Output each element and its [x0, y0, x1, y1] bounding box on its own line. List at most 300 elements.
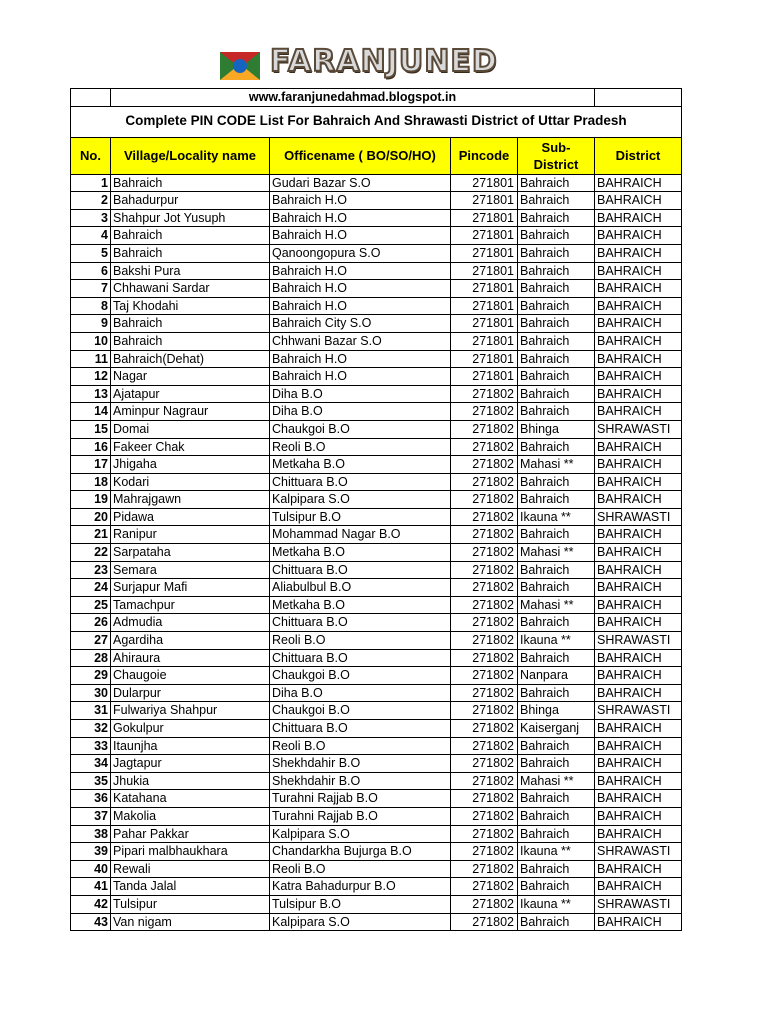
- office-name-cell: Katra Bahadurpur B.O: [270, 878, 451, 896]
- table-row: [71, 684, 682, 702]
- village-name-cell: Tulsipur: [111, 895, 270, 913]
- pincode-cell: 271802: [451, 614, 518, 632]
- pincode-cell: 271802: [451, 878, 518, 896]
- row-number-cell: 23: [71, 561, 111, 579]
- office-name-cell: Chaukgoi B.O: [270, 667, 451, 685]
- pincode-cell: 271802: [451, 649, 518, 667]
- row-number-cell: 1: [71, 174, 111, 192]
- district-cell: BAHRAICH: [595, 473, 682, 491]
- col-header-district: District: [595, 137, 682, 174]
- pincode-cell: 271802: [451, 720, 518, 738]
- district-cell: BAHRAICH: [595, 491, 682, 509]
- district-cell: BAHRAICH: [595, 192, 682, 210]
- office-name-cell: Gudari Bazar S.O: [270, 174, 451, 192]
- village-name-cell: Fulwariya Shahpur: [111, 702, 270, 720]
- sub-district-cell: Bhinga: [518, 420, 595, 438]
- office-name-cell: Bahraich H.O: [270, 280, 451, 298]
- pincode-cell: 271802: [451, 667, 518, 685]
- table-row: [71, 227, 682, 245]
- sub-district-cell: Bahraich: [518, 491, 595, 509]
- sub-district-cell: Bahraich: [518, 227, 595, 245]
- pincode-cell: 271802: [451, 544, 518, 562]
- row-number-cell: 24: [71, 579, 111, 597]
- table-row: [71, 614, 682, 632]
- pincode-cell: 271801: [451, 262, 518, 280]
- office-name-cell: Bahraich H.O: [270, 368, 451, 386]
- table-row: [71, 473, 682, 491]
- row-number-cell: 32: [71, 720, 111, 738]
- pincode-cell: 271802: [451, 913, 518, 931]
- row-number-cell: 26: [71, 614, 111, 632]
- village-name-cell: Sarpataha: [111, 544, 270, 562]
- village-name-cell: Chaugoie: [111, 667, 270, 685]
- sub-district-cell: Bahraich: [518, 192, 595, 210]
- sub-district-cell: Mahasi **: [518, 544, 595, 562]
- row-number-cell: 38: [71, 825, 111, 843]
- district-cell: BAHRAICH: [595, 737, 682, 755]
- pincode-cell: 271801: [451, 350, 518, 368]
- pincode-cell: 271802: [451, 420, 518, 438]
- col-header-village: Village/Locality name: [111, 137, 270, 174]
- pincode-cell: 271802: [451, 860, 518, 878]
- pincode-cell: 271802: [451, 755, 518, 773]
- sub-district-cell: Bahraich: [518, 790, 595, 808]
- table-row: [71, 596, 682, 614]
- office-name-cell: Bahraich City S.O: [270, 315, 451, 333]
- district-cell: BAHRAICH: [595, 403, 682, 421]
- sub-district-cell: Ikauna **: [518, 632, 595, 650]
- row-number-cell: 33: [71, 737, 111, 755]
- office-name-cell: Kalpipara S.O: [270, 825, 451, 843]
- table-row: [71, 508, 682, 526]
- row-number-cell: 21: [71, 526, 111, 544]
- district-cell: BAHRAICH: [595, 684, 682, 702]
- sub-district-cell: Bahraich: [518, 368, 595, 386]
- village-name-cell: Jagtapur: [111, 755, 270, 773]
- village-name-cell: Bahraich(Dehat): [111, 350, 270, 368]
- sub-district-cell: Bahraich: [518, 526, 595, 544]
- village-name-cell: Tanda Jalal: [111, 878, 270, 896]
- table-row: [71, 649, 682, 667]
- office-name-cell: Metkaha B.O: [270, 596, 451, 614]
- pincode-cell: 271802: [451, 790, 518, 808]
- sub-district-cell: Bahraich: [518, 438, 595, 456]
- office-name-cell: Kalpipara S.O: [270, 913, 451, 931]
- district-cell: BAHRAICH: [595, 456, 682, 474]
- table-body: [71, 174, 682, 931]
- district-cell: BAHRAICH: [595, 596, 682, 614]
- district-cell: BAHRAICH: [595, 878, 682, 896]
- district-cell: BAHRAICH: [595, 280, 682, 298]
- header-row: [71, 137, 682, 174]
- row-number-cell: 4: [71, 227, 111, 245]
- logo-icon: [218, 46, 264, 84]
- sub-district-cell: Bahraich: [518, 280, 595, 298]
- sub-district-cell: Mahasi **: [518, 596, 595, 614]
- table-row: [71, 297, 682, 315]
- district-cell: BAHRAICH: [595, 315, 682, 333]
- pincode-cell: 271802: [451, 737, 518, 755]
- village-name-cell: Tamachpur: [111, 596, 270, 614]
- sub-district-cell: Bahraich: [518, 755, 595, 773]
- logo-text: FARANJUNED: [270, 44, 498, 79]
- district-cell: BAHRAICH: [595, 720, 682, 738]
- row-number-cell: 43: [71, 913, 111, 931]
- table-row: [71, 790, 682, 808]
- office-name-cell: Chhwani Bazar S.O: [270, 332, 451, 350]
- row-number-cell: 12: [71, 368, 111, 386]
- pincode-cell: 271801: [451, 244, 518, 262]
- office-name-cell: Chittuara B.O: [270, 473, 451, 491]
- row-number-cell: 3: [71, 209, 111, 227]
- pincode-cell: 271802: [451, 632, 518, 650]
- sub-district-cell: Kaiserganj: [518, 720, 595, 738]
- sub-district-cell: Bahraich: [518, 614, 595, 632]
- pincode-cell: 271801: [451, 332, 518, 350]
- village-name-cell: Dularpur: [111, 684, 270, 702]
- table-row: [71, 561, 682, 579]
- pincode-cell: 271802: [451, 702, 518, 720]
- sub-district-cell: Bahraich: [518, 860, 595, 878]
- row-number-cell: 11: [71, 350, 111, 368]
- office-name-cell: Metkaha B.O: [270, 544, 451, 562]
- village-name-cell: Pahar Pakkar: [111, 825, 270, 843]
- table-row: [71, 280, 682, 298]
- pincode-cell: 271801: [451, 315, 518, 333]
- row-number-cell: 17: [71, 456, 111, 474]
- district-cell: BAHRAICH: [595, 526, 682, 544]
- row-number-cell: 2: [71, 192, 111, 210]
- village-name-cell: Van nigam: [111, 913, 270, 931]
- sub-district-cell: Bahraich: [518, 684, 595, 702]
- district-cell: BAHRAICH: [595, 332, 682, 350]
- table-row: [71, 895, 682, 913]
- village-name-cell: Katahana: [111, 790, 270, 808]
- district-cell: BAHRAICH: [595, 244, 682, 262]
- district-cell: BAHRAICH: [595, 860, 682, 878]
- pincode-cell: 271801: [451, 174, 518, 192]
- district-cell: SHRAWASTI: [595, 420, 682, 438]
- pincode-cell: 271801: [451, 227, 518, 245]
- office-name-cell: Chittuara B.O: [270, 561, 451, 579]
- table-row: [71, 491, 682, 509]
- pincode-cell: 271801: [451, 297, 518, 315]
- sub-district-cell: Bahraich: [518, 561, 595, 579]
- office-name-cell: Bahraich H.O: [270, 192, 451, 210]
- row-number-cell: 19: [71, 491, 111, 509]
- row-number-cell: 9: [71, 315, 111, 333]
- office-name-cell: Tulsipur B.O: [270, 895, 451, 913]
- row-number-cell: 34: [71, 755, 111, 773]
- website-row: [71, 89, 682, 107]
- row-number-cell: 8: [71, 297, 111, 315]
- sub-district-cell: Nanpara: [518, 667, 595, 685]
- village-name-cell: Aminpur Nagraur: [111, 403, 270, 421]
- table-row: [71, 350, 682, 368]
- row-number-cell: 31: [71, 702, 111, 720]
- sub-district-cell: Bahraich: [518, 807, 595, 825]
- page-title: Complete PIN CODE List For Bahraich And Shrawasti District of Uttar Pradesh: [71, 106, 682, 137]
- office-name-cell: Mohammad Nagar B.O: [270, 526, 451, 544]
- office-name-cell: Bahraich H.O: [270, 262, 451, 280]
- office-name-cell: Chittuara B.O: [270, 720, 451, 738]
- village-name-cell: Bahraich: [111, 174, 270, 192]
- village-name-cell: Kodari: [111, 473, 270, 491]
- district-cell: BAHRAICH: [595, 227, 682, 245]
- village-name-cell: Chhawani Sardar: [111, 280, 270, 298]
- district-cell: BAHRAICH: [595, 579, 682, 597]
- pincode-cell: 271802: [451, 825, 518, 843]
- sub-district-cell: Ikauna **: [518, 508, 595, 526]
- district-cell: BAHRAICH: [595, 913, 682, 931]
- district-cell: BAHRAICH: [595, 561, 682, 579]
- village-name-cell: Rewali: [111, 860, 270, 878]
- sub-district-cell: Bahraich: [518, 579, 595, 597]
- pincode-cell: 271801: [451, 280, 518, 298]
- village-name-cell: Itaunjha: [111, 737, 270, 755]
- village-name-cell: Bahraich: [111, 227, 270, 245]
- village-name-cell: Bahraich: [111, 332, 270, 350]
- village-name-cell: Fakeer Chak: [111, 438, 270, 456]
- village-name-cell: Nagar: [111, 368, 270, 386]
- village-name-cell: Semara: [111, 561, 270, 579]
- pincode-cell: 271802: [451, 403, 518, 421]
- district-cell: BAHRAICH: [595, 297, 682, 315]
- pincode-cell: 271802: [451, 843, 518, 861]
- row-number-cell: 22: [71, 544, 111, 562]
- table-row: [71, 825, 682, 843]
- office-name-cell: Chaukgoi B.O: [270, 420, 451, 438]
- pincode-cell: 271802: [451, 526, 518, 544]
- sub-district-cell: Bahraich: [518, 737, 595, 755]
- blank-cell: [71, 89, 111, 107]
- pincode-cell: 271801: [451, 192, 518, 210]
- pincode-cell: 271801: [451, 368, 518, 386]
- pincode-cell: 271802: [451, 385, 518, 403]
- pincode-cell: 271802: [451, 456, 518, 474]
- office-name-cell: Shekhdahir B.O: [270, 755, 451, 773]
- district-cell: BAHRAICH: [595, 438, 682, 456]
- row-number-cell: 29: [71, 667, 111, 685]
- row-number-cell: 28: [71, 649, 111, 667]
- table-row: [71, 244, 682, 262]
- row-number-cell: 35: [71, 772, 111, 790]
- sub-district-cell: Bahraich: [518, 262, 595, 280]
- table-row: [71, 755, 682, 773]
- pincode-cell: 271802: [451, 895, 518, 913]
- village-name-cell: Bahraich: [111, 315, 270, 333]
- row-number-cell: 40: [71, 860, 111, 878]
- office-name-cell: Bahraich H.O: [270, 350, 451, 368]
- district-cell: SHRAWASTI: [595, 895, 682, 913]
- table-row: [71, 913, 682, 931]
- office-name-cell: Tulsipur B.O: [270, 508, 451, 526]
- row-number-cell: 39: [71, 843, 111, 861]
- table-row: [71, 526, 682, 544]
- pincode-cell: 271801: [451, 209, 518, 227]
- sub-district-cell: Bahraich: [518, 315, 595, 333]
- table-row: [71, 368, 682, 386]
- district-cell: BAHRAICH: [595, 368, 682, 386]
- sub-district-cell: Bahraich: [518, 403, 595, 421]
- village-name-cell: Surjapur Mafi: [111, 579, 270, 597]
- district-cell: BAHRAICH: [595, 385, 682, 403]
- table-row: [71, 192, 682, 210]
- district-cell: BAHRAICH: [595, 825, 682, 843]
- district-cell: BAHRAICH: [595, 790, 682, 808]
- sub-district-cell: Ikauna **: [518, 843, 595, 861]
- table-row: [71, 737, 682, 755]
- table-row: [71, 315, 682, 333]
- table-row: [71, 385, 682, 403]
- district-cell: BAHRAICH: [595, 807, 682, 825]
- table-row: [71, 332, 682, 350]
- row-number-cell: 13: [71, 385, 111, 403]
- office-name-cell: Chittuara B.O: [270, 649, 451, 667]
- pincode-cell: 271802: [451, 807, 518, 825]
- row-number-cell: 20: [71, 508, 111, 526]
- office-name-cell: Diha B.O: [270, 684, 451, 702]
- table-row: [71, 632, 682, 650]
- district-cell: BAHRAICH: [595, 350, 682, 368]
- district-cell: BAHRAICH: [595, 174, 682, 192]
- sub-district-cell: Bahraich: [518, 350, 595, 368]
- title-row: [71, 106, 682, 137]
- village-name-cell: Domai: [111, 420, 270, 438]
- table-row: [71, 544, 682, 562]
- table-row: [71, 702, 682, 720]
- office-name-cell: Shekhdahir B.O: [270, 772, 451, 790]
- row-number-cell: 15: [71, 420, 111, 438]
- village-name-cell: Taj Khodahi: [111, 297, 270, 315]
- table-row: [71, 807, 682, 825]
- village-name-cell: Agardiha: [111, 632, 270, 650]
- sub-district-cell: Bahraich: [518, 878, 595, 896]
- office-name-cell: Kalpipara S.O: [270, 491, 451, 509]
- row-number-cell: 36: [71, 790, 111, 808]
- village-name-cell: Ajatapur: [111, 385, 270, 403]
- office-name-cell: Reoli B.O: [270, 438, 451, 456]
- district-cell: SHRAWASTI: [595, 702, 682, 720]
- sub-district-cell: Bahraich: [518, 825, 595, 843]
- district-cell: BAHRAICH: [595, 614, 682, 632]
- office-name-cell: Qanoongopura S.O: [270, 244, 451, 262]
- office-name-cell: Reoli B.O: [270, 632, 451, 650]
- table-row: [71, 720, 682, 738]
- col-header-no: No.: [71, 137, 111, 174]
- sub-district-cell: Bahraich: [518, 332, 595, 350]
- village-name-cell: Ahiraura: [111, 649, 270, 667]
- village-name-cell: Makolia: [111, 807, 270, 825]
- office-name-cell: Chandarkha Bujurga B.O: [270, 843, 451, 861]
- row-number-cell: 10: [71, 332, 111, 350]
- row-number-cell: 5: [71, 244, 111, 262]
- pincode-table: [70, 88, 682, 931]
- col-header-sub-district: Sub-District: [518, 137, 595, 174]
- sub-district-cell: Mahasi **: [518, 456, 595, 474]
- office-name-cell: Turahni Rajjab B.O: [270, 807, 451, 825]
- office-name-cell: Bahraich H.O: [270, 227, 451, 245]
- row-number-cell: 30: [71, 684, 111, 702]
- table-row: [71, 456, 682, 474]
- sub-district-cell: Bahraich: [518, 385, 595, 403]
- pincode-cell: 271802: [451, 473, 518, 491]
- office-name-cell: Diha B.O: [270, 403, 451, 421]
- office-name-cell: Turahni Rajjab B.O: [270, 790, 451, 808]
- pincode-cell: 271802: [451, 596, 518, 614]
- logo: [218, 44, 548, 86]
- table-row: [71, 403, 682, 421]
- table-row: [71, 174, 682, 192]
- row-number-cell: 7: [71, 280, 111, 298]
- district-cell: BAHRAICH: [595, 262, 682, 280]
- pincode-cell: 271802: [451, 772, 518, 790]
- table-row: [71, 209, 682, 227]
- table-row: [71, 843, 682, 861]
- office-name-cell: Diha B.O: [270, 385, 451, 403]
- office-name-cell: Chittuara B.O: [270, 614, 451, 632]
- office-name-cell: Reoli B.O: [270, 860, 451, 878]
- district-cell: BAHRAICH: [595, 755, 682, 773]
- sub-district-cell: Bahraich: [518, 174, 595, 192]
- website-link[interactable]: www.faranjunedahmad.blogspot.in: [111, 89, 595, 107]
- row-number-cell: 41: [71, 878, 111, 896]
- district-cell: BAHRAICH: [595, 209, 682, 227]
- pincode-cell: 271802: [451, 579, 518, 597]
- col-header-pincode: Pincode: [451, 137, 518, 174]
- row-number-cell: 14: [71, 403, 111, 421]
- sub-district-cell: Ikauna **: [518, 895, 595, 913]
- district-cell: BAHRAICH: [595, 649, 682, 667]
- district-cell: BAHRAICH: [595, 544, 682, 562]
- table-row: [71, 438, 682, 456]
- village-name-cell: Bahadurpur: [111, 192, 270, 210]
- district-cell: SHRAWASTI: [595, 632, 682, 650]
- row-number-cell: 18: [71, 473, 111, 491]
- district-cell: SHRAWASTI: [595, 508, 682, 526]
- sub-district-cell: Bahraich: [518, 913, 595, 931]
- table-row: [71, 420, 682, 438]
- table-row: [71, 860, 682, 878]
- office-name-cell: Bahraich H.O: [270, 297, 451, 315]
- pincode-cell: 271802: [451, 684, 518, 702]
- district-cell: BAHRAICH: [595, 667, 682, 685]
- table-row: [71, 878, 682, 896]
- pincode-cell: 271802: [451, 508, 518, 526]
- village-name-cell: Jhigaha: [111, 456, 270, 474]
- row-number-cell: 25: [71, 596, 111, 614]
- village-name-cell: Ranipur: [111, 526, 270, 544]
- sub-district-cell: Bahraich: [518, 297, 595, 315]
- office-name-cell: Metkaha B.O: [270, 456, 451, 474]
- sub-district-cell: Bahraich: [518, 209, 595, 227]
- village-name-cell: Mahrajgawn: [111, 491, 270, 509]
- table-row: [71, 262, 682, 280]
- pincode-cell: 271802: [451, 491, 518, 509]
- office-name-cell: Bahraich H.O: [270, 209, 451, 227]
- pincode-cell: 271802: [451, 438, 518, 456]
- office-name-cell: Reoli B.O: [270, 737, 451, 755]
- village-name-cell: Bakshi Pura: [111, 262, 270, 280]
- table-row: [71, 772, 682, 790]
- pincode-cell: 271802: [451, 561, 518, 579]
- table-row: [71, 667, 682, 685]
- district-cell: SHRAWASTI: [595, 843, 682, 861]
- village-name-cell: Pipari malbhaukhara: [111, 843, 270, 861]
- office-name-cell: Chaukgoi B.O: [270, 702, 451, 720]
- row-number-cell: 16: [71, 438, 111, 456]
- row-number-cell: 42: [71, 895, 111, 913]
